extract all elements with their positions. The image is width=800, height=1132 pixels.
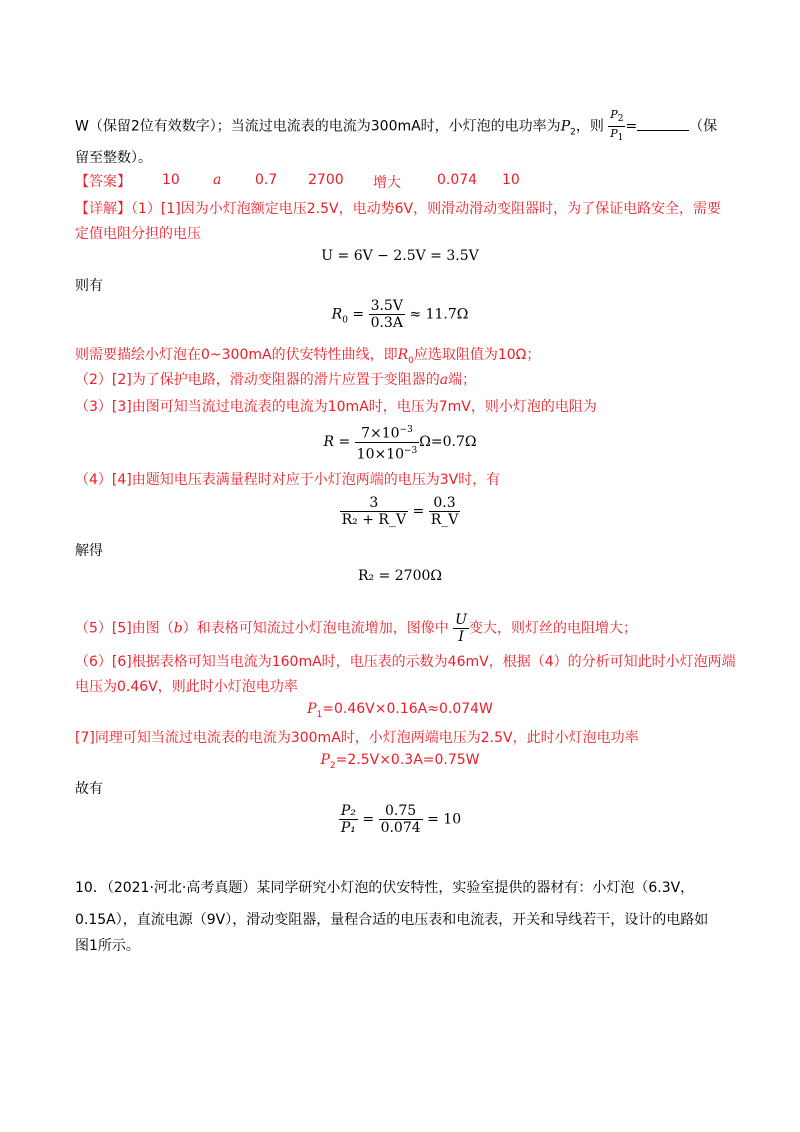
question-tail-line: W（保留2位有效数字）；当流过电流表的电流为300mA时，小灯泡的电功率为$P_2$，则 $\frac{P_2}{P_1}$ = （保	[75, 108, 718, 144]
answer-value-7: 10	[502, 172, 520, 188]
detail-step-2: （2）[2]为了保护电路，滑动变阻器的滑片应置于变阻器的a端；	[75, 372, 477, 388]
question-10-line-2: 0.15A），直流电源（9V），滑动变阻器，量程合适的电压表和电流表，开关和导线若干，设计的电路如	[75, 912, 709, 928]
detail-step-1: 【详解】（1）[1]因为小灯泡额定电压2.5V，电动势6V，则滑动滑动变阻器时，为了保证电路安全，需要	[75, 201, 722, 217]
text-therefore: 故有	[75, 781, 103, 797]
equation-p2: $P_2=2.5V\times 0.3A=0.75W$	[320, 752, 480, 771]
answer-value-3: 0.7	[255, 172, 278, 188]
equation-voltage: U = 6V − 2.5V = 3.5V	[321, 248, 479, 264]
equation-r-lamp: R = $\frac{7\times 10^{-3}}{10\times 10^{-3}}$ Ω=0.7Ω	[0, 422, 800, 462]
answer-blank	[637, 118, 689, 131]
detail-step-1-cont: 定值电阻分担的电压	[75, 226, 201, 242]
equation-p1: $P_1=0.46V\times 0.16A\approx 0.074W$	[307, 701, 493, 720]
answer-label: 【答案】	[75, 174, 131, 190]
detail-step-6: （6）[6]根据表格可知当电流为160mA时，电压表的示数为46mV，根据（4）的分析可知此时小灯泡两端	[75, 654, 736, 670]
question-10-line-1: 10．（2021·河北·高考真题）某同学研究小灯泡的伏安特性，实验室提供的器材有：小灯泡（6.3V，	[75, 880, 695, 896]
text-then: 则有	[75, 278, 103, 294]
detail-step-6-cont: 电压为0.46V，则此时小灯泡电功率	[75, 679, 298, 695]
equation-r0: $R_0$ = $\frac{3.5V}{0.3A}$ ≈ 11.7Ω	[331, 298, 469, 331]
detail-r0-selection: 则需要描绘小灯泡在0~300mA的伏安特性曲线，即$R_0$应选取阻值为10Ω；	[75, 347, 541, 366]
equation-ratio: $\frac{\text{P₂}}{\text{P₁}}$ = $\frac{0.75}{0.074}$ = 10	[340, 803, 462, 836]
detail-step-4: （4）[4]由题知电压表满量程时对应于小灯泡两端的电压为3V时，有	[75, 472, 501, 488]
detail-step-5: （5）[5]由图（b）和表格可知流过小灯泡电流增加，图像中 $\frac{U}{I}$ 变大，则灯丝的电阻增大；	[75, 612, 637, 645]
answer-value-4: 2700	[308, 172, 344, 188]
equation-r2: R₂ = 2700Ω	[357, 568, 443, 584]
answer-value-2: a	[213, 172, 222, 188]
equation-voltmeter: $\frac{3}{\text{R₂ + R\_V}}$ = $\frac{0.3}{R\_V}$	[341, 495, 459, 528]
detail-step-3: （3）[3]由图可知当流过电流表的电流为10mA时，电压为7mV，则小灯泡的电阻为	[75, 399, 597, 415]
text-solve: 解得	[75, 543, 103, 559]
detail-step-7: [7]同理可知当流过电流表的电流为300mA时，小灯泡两端电压为2.5V，此时小灯泡电功率	[75, 730, 639, 746]
answer-value-5: 增大	[373, 175, 401, 191]
power-ratio-fraction: $\frac{P_2}{P_1}$	[610, 108, 624, 144]
question-10-line-3: 图1所示。	[75, 938, 140, 954]
answer-value-1: 10	[162, 172, 180, 188]
question-tail-line-2: 留至整数）。	[75, 150, 152, 166]
answer-value-6: 0.074	[437, 172, 478, 188]
